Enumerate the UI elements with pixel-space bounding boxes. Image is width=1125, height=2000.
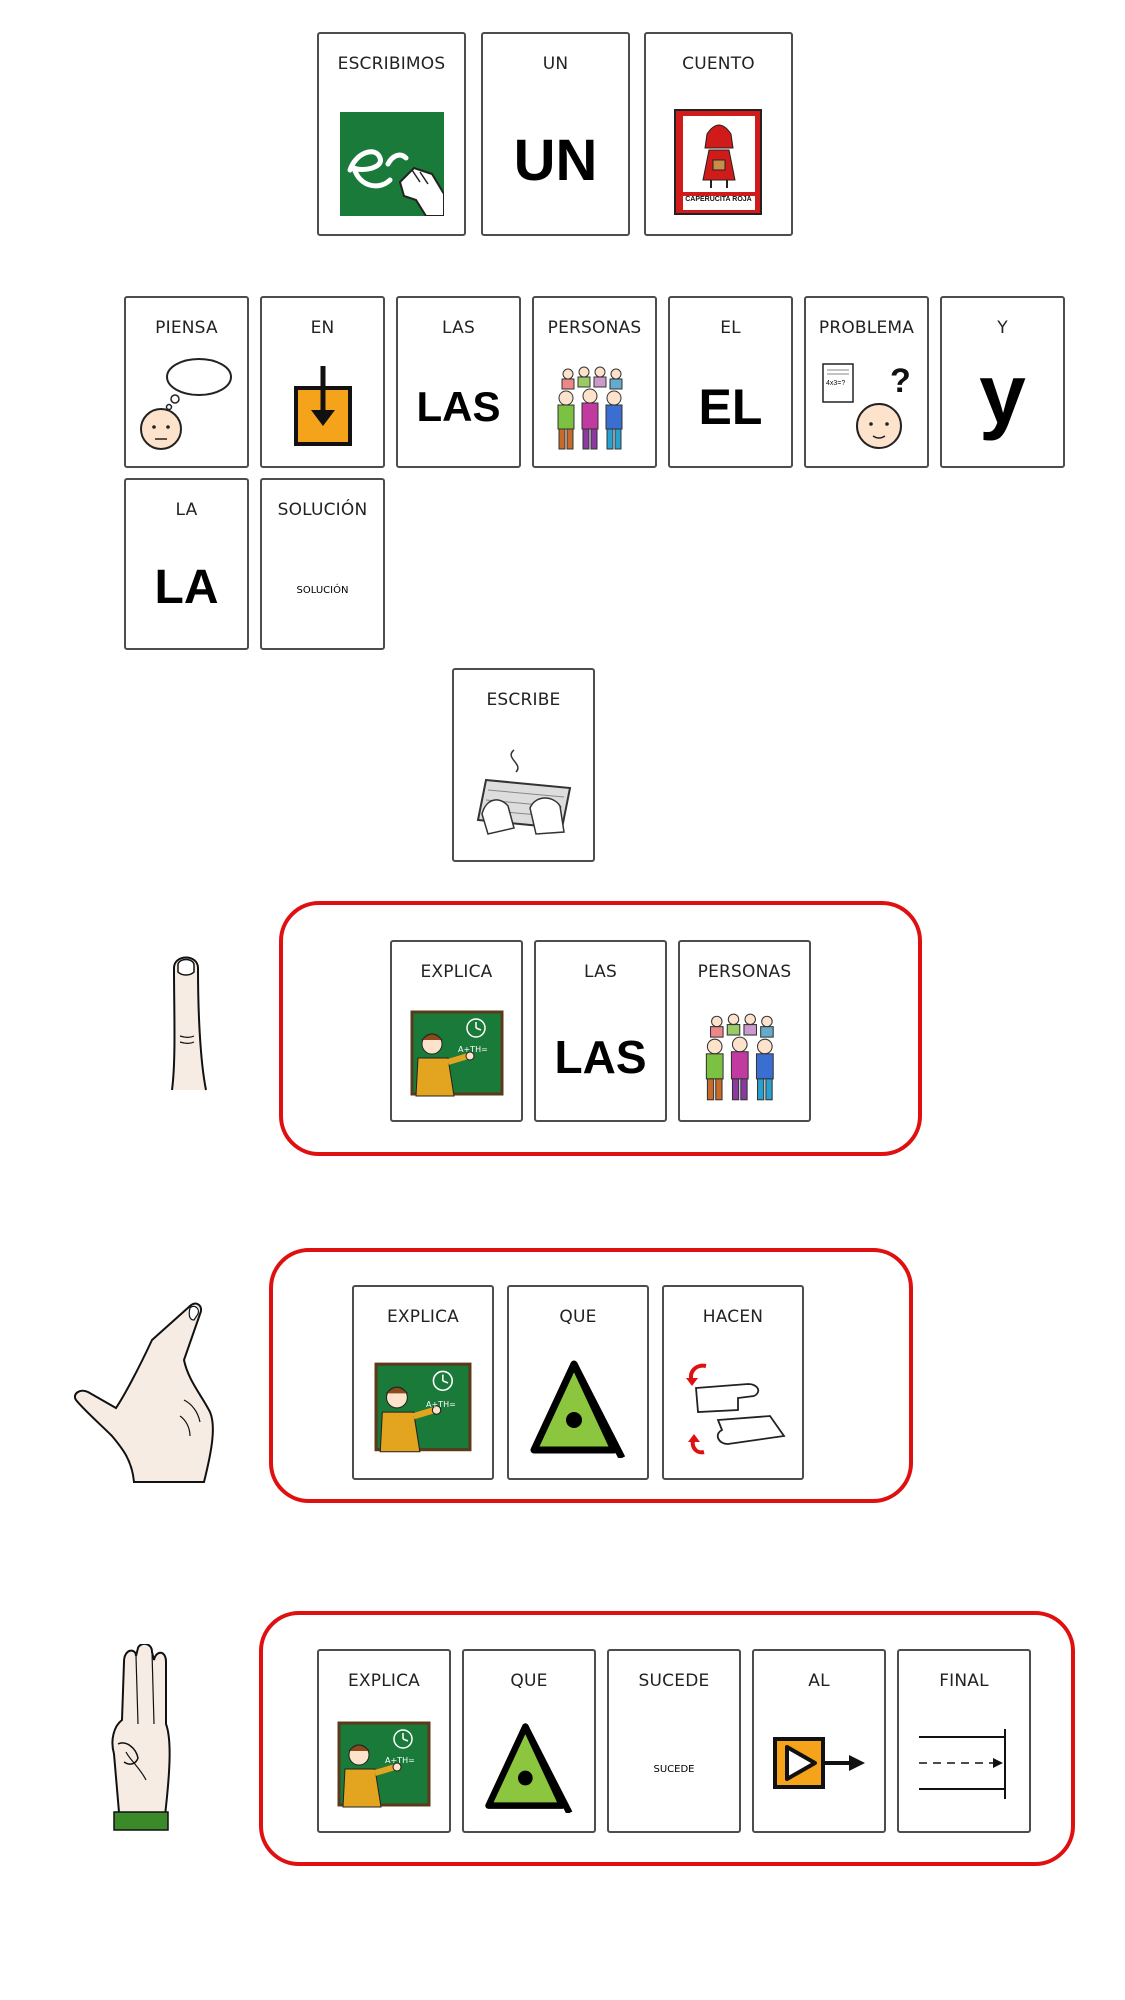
card-label: PROBLEMA (818, 318, 915, 338)
card-escribe[interactable] (452, 668, 595, 862)
teacher-chalkboard-icon (410, 1010, 504, 1100)
problem-text: 4x3=? (826, 380, 846, 387)
question-mark: ? (890, 362, 911, 400)
people-group-icon (698, 1012, 792, 1104)
card-las[interactable] (396, 296, 521, 468)
card-explica[interactable] (352, 1285, 494, 1480)
card-label: EXPLICA (420, 962, 493, 982)
word-glyph: LAS (416, 383, 501, 430)
word-glyph: LAS (554, 1031, 647, 1083)
word-glyph: EL (698, 379, 763, 435)
end-line-icon (917, 1727, 1011, 1801)
arrow-into-box-icon (291, 364, 355, 448)
card-label: Y (997, 318, 1008, 338)
card-label: PIENSA (155, 318, 218, 338)
card-label: FINAL (939, 1671, 989, 1691)
three-fingers-icon (100, 1644, 180, 1834)
thinking-head-icon (137, 357, 237, 452)
card-label: QUE (510, 1671, 548, 1691)
card-explica[interactable] (317, 1649, 451, 1833)
card-label: UN (542, 54, 569, 74)
card-cuento[interactable] (644, 32, 793, 236)
card-explica[interactable] (390, 940, 523, 1122)
card-el[interactable] (668, 296, 793, 468)
card-label: AL (808, 1671, 830, 1691)
card-label: ESCRIBE (486, 690, 561, 710)
card-label: ESCRIBIMOS (337, 54, 446, 74)
card-la[interactable] (124, 478, 249, 650)
card-label: LAS (442, 318, 475, 338)
card-las[interactable] (534, 940, 667, 1122)
card-label: LA (175, 500, 198, 520)
card-que[interactable] (507, 1285, 649, 1480)
card-label: LAS (584, 962, 617, 982)
card-label: SOLUCIÓN (277, 500, 368, 520)
word-glyph: y (979, 347, 1026, 441)
card-que[interactable] (462, 1649, 596, 1833)
card-label: EL (720, 318, 741, 338)
card-hacen[interactable] (662, 1285, 804, 1480)
card-label: EXPLICA (347, 1671, 421, 1691)
card-piensa[interactable] (124, 296, 249, 468)
writing-on-chalkboard-icon (340, 112, 444, 216)
card-label: CUENTO (682, 54, 755, 74)
chalk-text: A+TH= (426, 1400, 456, 1409)
card-al[interactable] (752, 1649, 886, 1833)
que-triangle-icon (483, 1721, 575, 1813)
card-final[interactable] (897, 1649, 1031, 1833)
card-label: PERSONAS (547, 318, 642, 338)
book-title: CAPERUCITA ROJA (685, 196, 752, 203)
teacher-chalkboard-icon (374, 1362, 472, 1456)
que-triangle-icon (528, 1358, 628, 1458)
word-glyph: SUCEDE (653, 1764, 695, 1775)
hands-doing-icon (678, 1354, 788, 1458)
card-personas[interactable] (532, 296, 657, 468)
card-label: EXPLICA (386, 1307, 460, 1327)
keyboard-typing-icon (474, 748, 574, 838)
word-glyph: UN (513, 128, 598, 193)
teacher-chalkboard-icon (337, 1721, 431, 1811)
chalk-text: A+TH= (458, 1045, 488, 1054)
word-glyph: SOLUCIÓN (296, 585, 349, 596)
card-label: EN (310, 318, 335, 338)
two-fingers-icon (72, 1300, 232, 1485)
chalk-text: A+TH= (385, 1756, 415, 1765)
play-arrow-icon (771, 1735, 867, 1791)
card-y[interactable] (940, 296, 1065, 468)
card-label: HACEN (702, 1307, 764, 1327)
card-un[interactable] (481, 32, 630, 236)
people-group-icon (550, 366, 640, 452)
one-finger-icon (150, 950, 220, 1100)
card-solucion[interactable] (260, 478, 385, 650)
card-label: SUCEDE (638, 1671, 710, 1691)
card-label: QUE (559, 1307, 597, 1327)
card-sucede[interactable] (607, 1649, 741, 1833)
word-glyph: LA (154, 561, 219, 614)
card-en[interactable] (260, 296, 385, 468)
card-problema[interactable] (804, 296, 929, 468)
card-escribimos[interactable] (317, 32, 466, 236)
card-label: PERSONAS (697, 962, 792, 982)
card-personas[interactable] (678, 940, 811, 1122)
